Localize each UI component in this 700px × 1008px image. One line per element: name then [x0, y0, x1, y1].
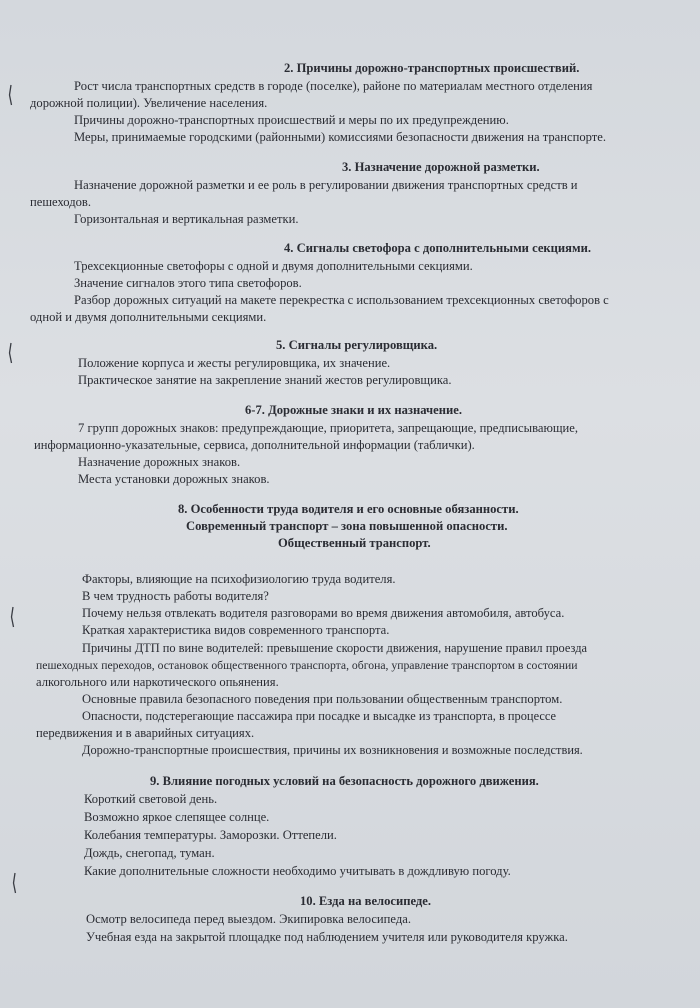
paragraph-line: Опасности, подстерегающие пассажира при посадке и высадке из транспорта, в процессе [82, 709, 557, 723]
paragraph-line: алкогольного или наркотического опьянения. [36, 675, 279, 689]
paragraph-line: пешеходных переходов, остановок общественного транспорта, обгона, управление транспортом в состоянии [36, 659, 578, 672]
paragraph-line: Трехсекционные светофоры с одной и двумя дополнительными секциями. [74, 259, 473, 273]
paragraph-line: Назначение дорожной разметки и ее роль в регулировании движения транспортных средств и [74, 178, 578, 192]
paragraph-line: Возможно яркое слепящее солнце. [84, 810, 270, 824]
paragraph-line: пешеходов. [30, 195, 92, 209]
section-heading: 4. Сигналы светофора с дополнительными секциями. [284, 241, 591, 255]
paragraph-line: Причины дорожно-транспортных происшествий и меры по их предупреждению. [74, 113, 509, 127]
margin-mark [12, 872, 17, 894]
section-heading: 9. Влияние погодных условий на безопасность дорожного движения. [150, 774, 539, 788]
paragraph-line: передвижения и в аварийных ситуациях. [36, 726, 255, 740]
section-heading: 6-7. Дорожные знаки и их назначение. [245, 403, 462, 417]
paragraph-line: одной и двумя дополнительными секциями. [30, 310, 267, 324]
paragraph-line: Колебания температуры. Заморозки. Оттепели. [84, 828, 337, 842]
section-heading: 8. Особенности труда водителя и его основные обязанности. [178, 502, 519, 516]
paragraph-line: информационно-указательные, сервиса, дополнительной информации (таблички). [34, 438, 475, 452]
margin-mark [8, 84, 13, 106]
paragraph-line: Основные правила безопасного поведения при пользовании общественным транспортом. [82, 692, 563, 706]
paragraph-line: Осмотр велосипеда перед выездом. Экипировка велосипеда. [86, 912, 411, 926]
paragraph-line: Горизонтальная и вертикальная разметки. [74, 212, 299, 226]
paragraph-line: Причины ДТП по вине водителей: превышение скорости движения, нарушение правил проезда [82, 641, 588, 655]
paragraph-line: Дорожно-транспортные происшествия, причины их возникновения и возможные последствия. [82, 743, 583, 757]
paragraph-line: Какие дополнительные сложности необходимо учитывать в дождливую погоду. [84, 864, 511, 878]
paragraph-line: Разбор дорожных ситуаций на макете перекрестка с использованием трехсекционных светофоров с [74, 293, 609, 307]
paragraph-line: Назначение дорожных знаков. [78, 455, 241, 469]
section-heading: 10. Езда на велосипеде. [300, 894, 432, 908]
paragraph-line: Учебная езда на закрытой площадке под наблюдением учителя или руководителя кружка. [86, 930, 568, 944]
paragraph-line: Положение корпуса и жесты регулировщика, их значение. [78, 356, 391, 370]
paragraph-line: Меры, принимаемые городскими (районными) комиссиями безопасности движения на транспорте. [74, 130, 607, 144]
paragraph-line: Места установки дорожных знаков. [78, 472, 270, 486]
paragraph-line: Краткая характеристика видов современного транспорта. [82, 623, 390, 637]
paragraph-line: 7 групп дорожных знаков: предупреждающие, приоритета, запрещающие, предписывающие, [78, 421, 579, 435]
margin-mark [8, 342, 13, 364]
margin-mark [10, 606, 15, 628]
paragraph-line: Почему нельзя отвлекать водителя разговорами во время движения автомобиля, автобуса. [82, 606, 565, 620]
section-heading: 5. Сигналы регулировщика. [276, 338, 438, 352]
paragraph-line: Значение сигналов этого типа светофоров. [74, 276, 302, 290]
paragraph-line: Практическое занятие на закрепление знаний жестов регулировщика. [78, 373, 452, 387]
section-heading: 3. Назначение дорожной разметки. [342, 160, 540, 174]
paragraph-line: Рост числа транспортных средств в городе (поселке), районе по материалам местного отделения [74, 79, 593, 93]
paragraph-line: Дождь, снегопад, туман. [84, 846, 215, 860]
section-heading: Современный транспорт – зона повышенной опасности. [186, 519, 508, 533]
paragraph-line: дорожной полиции). Увеличение населения. [30, 96, 268, 110]
section-heading: Общественный транспорт. [278, 536, 431, 550]
paragraph-line: Короткий световой день. [84, 792, 218, 806]
paragraph-line: В чем трудность работы водителя? [82, 589, 269, 603]
section-heading: 2. Причины дорожно-транспортных происшествий. [284, 61, 580, 75]
paragraph-line: Факторы, влияющие на психофизиологию труда водителя. [82, 572, 396, 586]
